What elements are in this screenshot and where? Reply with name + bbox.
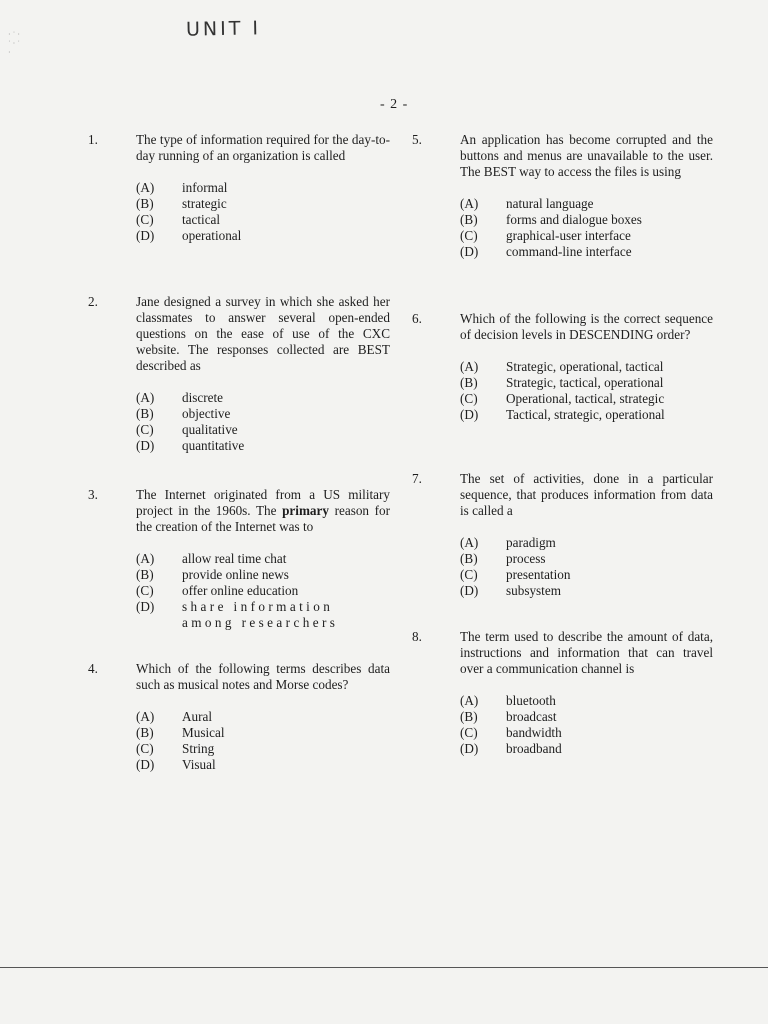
- option-text: objective: [182, 406, 231, 421]
- option-letter: (A): [136, 551, 155, 566]
- option-text: Visual: [182, 757, 216, 772]
- option-text: natural language: [506, 196, 594, 211]
- option-a[interactable]: [136, 551, 390, 567]
- option-letter: (C): [136, 583, 154, 598]
- option-letter: (B): [136, 567, 154, 582]
- option-letter: (B): [460, 375, 478, 390]
- scan-specks: · ˙ · ˙ · ˙ ·: [8, 30, 20, 57]
- option-text: String: [182, 741, 215, 756]
- question-number: 7.: [412, 471, 422, 486]
- option-list: [136, 709, 390, 773]
- option-b[interactable]: [136, 567, 390, 583]
- stem-part: The Internet originated from a US military project in the 1960s. The: [136, 487, 390, 518]
- option-letter: (A): [460, 535, 479, 550]
- question-stem: Which of the following is the correct sequence of decision levels in DESCENDING order?: [460, 311, 713, 342]
- option-text: allow real time chat: [182, 551, 287, 566]
- option-d[interactable]: [136, 599, 390, 631]
- question-stem: Which of the following terms describes data such as musical notes and Morse codes?: [136, 661, 390, 692]
- option-text: provide online news: [182, 567, 289, 582]
- page-edge-divider: [0, 967, 768, 968]
- option-text: Strategic, operational, tactical: [506, 359, 664, 374]
- question-number: 8.: [412, 629, 422, 644]
- option-b[interactable]: [136, 196, 390, 212]
- option-a[interactable]: [460, 359, 713, 375]
- option-letter: (A): [460, 359, 479, 374]
- option-text: offer online education: [182, 583, 299, 598]
- option-text: qualitative: [182, 422, 238, 437]
- question-number: 2.: [88, 294, 98, 309]
- option-text: discrete: [182, 390, 224, 405]
- option-list: [136, 180, 390, 244]
- option-c[interactable]: [460, 725, 713, 741]
- option-text: forms and dialogue boxes: [506, 212, 642, 227]
- option-a[interactable]: [136, 390, 390, 406]
- option-letter: (A): [136, 709, 155, 724]
- option-list: [460, 359, 713, 423]
- option-letter: (A): [136, 180, 155, 195]
- option-d[interactable]: [460, 244, 713, 260]
- option-b[interactable]: [460, 375, 713, 391]
- option-b[interactable]: [136, 406, 390, 422]
- option-b[interactable]: [460, 212, 713, 228]
- option-letter: (D): [460, 583, 479, 598]
- option-a[interactable]: [460, 535, 713, 551]
- option-c[interactable]: [136, 741, 390, 757]
- question-number: 6.: [412, 311, 422, 326]
- option-letter: (D): [460, 741, 479, 756]
- option-text: command-line interface: [506, 244, 632, 259]
- question-number: 5.: [412, 132, 422, 147]
- option-b[interactable]: [460, 551, 713, 567]
- option-letter: (C): [136, 212, 154, 227]
- question-number: 4.: [88, 661, 98, 676]
- question-stem: Jane designed a survey in which she asked her classmates to answer several open-ended questions on the ease of use of the CXC website. The responses collected are BEST described as: [136, 294, 390, 373]
- handwritten-title: UNIT I: [185, 17, 262, 41]
- option-a[interactable]: [460, 693, 713, 709]
- option-text: broadband: [506, 741, 562, 756]
- option-letter: (D): [460, 244, 479, 259]
- option-a[interactable]: [136, 709, 390, 725]
- option-text: paradigm: [506, 535, 556, 550]
- option-list: [460, 535, 713, 599]
- option-letter: (C): [136, 741, 154, 756]
- option-c[interactable]: [136, 212, 390, 228]
- option-d[interactable]: [136, 228, 390, 244]
- option-list: [460, 196, 713, 260]
- option-a[interactable]: [460, 196, 713, 212]
- stem-part: reason for the creation of the Internet was to: [136, 503, 390, 534]
- page-number: - 2 -: [380, 97, 409, 112]
- option-c[interactable]: [460, 567, 713, 583]
- option-letter: (C): [136, 422, 154, 437]
- option-letter: (A): [460, 693, 479, 708]
- question-number: 3.: [88, 487, 98, 502]
- option-text: informal: [182, 180, 228, 195]
- option-text: presentation: [506, 567, 571, 582]
- question-stem: The term used to describe the amount of data, instructions and information that can travel over a communication channel is: [460, 629, 713, 676]
- option-letter: (B): [136, 725, 154, 740]
- option-text: Strategic, tactical, operational: [506, 375, 664, 390]
- option-letter: (D): [136, 438, 155, 453]
- option-text: Aural: [182, 709, 213, 724]
- question-stem: The type of information required for the day-to-day running of an organization is called: [136, 132, 390, 163]
- option-text: Tactical, strategic, operational: [506, 407, 665, 422]
- stem-emphasis: primary: [282, 503, 329, 518]
- option-b[interactable]: [136, 725, 390, 741]
- option-letter: (B): [136, 196, 154, 211]
- option-d[interactable]: [136, 438, 390, 454]
- option-letter: (A): [460, 196, 479, 211]
- option-d[interactable]: [460, 741, 713, 757]
- option-c[interactable]: [460, 391, 713, 407]
- option-letter: (C): [460, 725, 478, 740]
- option-text: graphical-user interface: [506, 228, 631, 243]
- option-text: share information among researchers: [182, 599, 339, 630]
- option-letter: (B): [460, 551, 478, 566]
- option-d[interactable]: [136, 757, 390, 773]
- option-list: [136, 390, 390, 454]
- option-text: quantitative: [182, 438, 245, 453]
- option-letter: (A): [136, 390, 155, 405]
- option-text: broadcast: [506, 709, 557, 724]
- option-c[interactable]: [136, 422, 390, 438]
- question-stem: [136, 487, 390, 535]
- option-letter: (B): [460, 212, 478, 227]
- option-text: bluetooth: [506, 693, 556, 708]
- option-text: subsystem: [506, 583, 561, 598]
- option-text: process: [506, 551, 546, 566]
- option-text: operational: [182, 228, 242, 243]
- option-d[interactable]: [460, 583, 713, 599]
- option-text: tactical: [182, 212, 221, 227]
- question-number: 1.: [88, 132, 98, 147]
- option-letter: (B): [460, 709, 478, 724]
- option-list: [460, 693, 713, 757]
- option-text: Musical: [182, 725, 225, 740]
- option-a[interactable]: [136, 180, 390, 196]
- question-stem: The set of activities, done in a particular sequence, that produces information from data is called a: [460, 471, 713, 518]
- option-letter: (B): [136, 406, 154, 421]
- option-text: Operational, tactical, strategic: [506, 391, 665, 406]
- option-letter: (D): [136, 599, 155, 614]
- option-c[interactable]: [460, 228, 713, 244]
- option-letter: (C): [460, 567, 478, 582]
- option-c[interactable]: [136, 583, 390, 599]
- option-text: bandwidth: [506, 725, 562, 740]
- option-letter: (D): [460, 407, 479, 422]
- option-text: strategic: [182, 196, 227, 211]
- option-list: [136, 551, 390, 631]
- option-d[interactable]: [460, 407, 713, 423]
- option-letter: (C): [460, 391, 478, 406]
- option-letter: (D): [136, 228, 155, 243]
- question-stem: An application has become corrupted and the buttons and menus are unavailable to the user. The BEST way to access the files is using: [460, 132, 713, 179]
- option-letter: (D): [136, 757, 155, 772]
- option-letter: (C): [460, 228, 478, 243]
- option-b[interactable]: [460, 709, 713, 725]
